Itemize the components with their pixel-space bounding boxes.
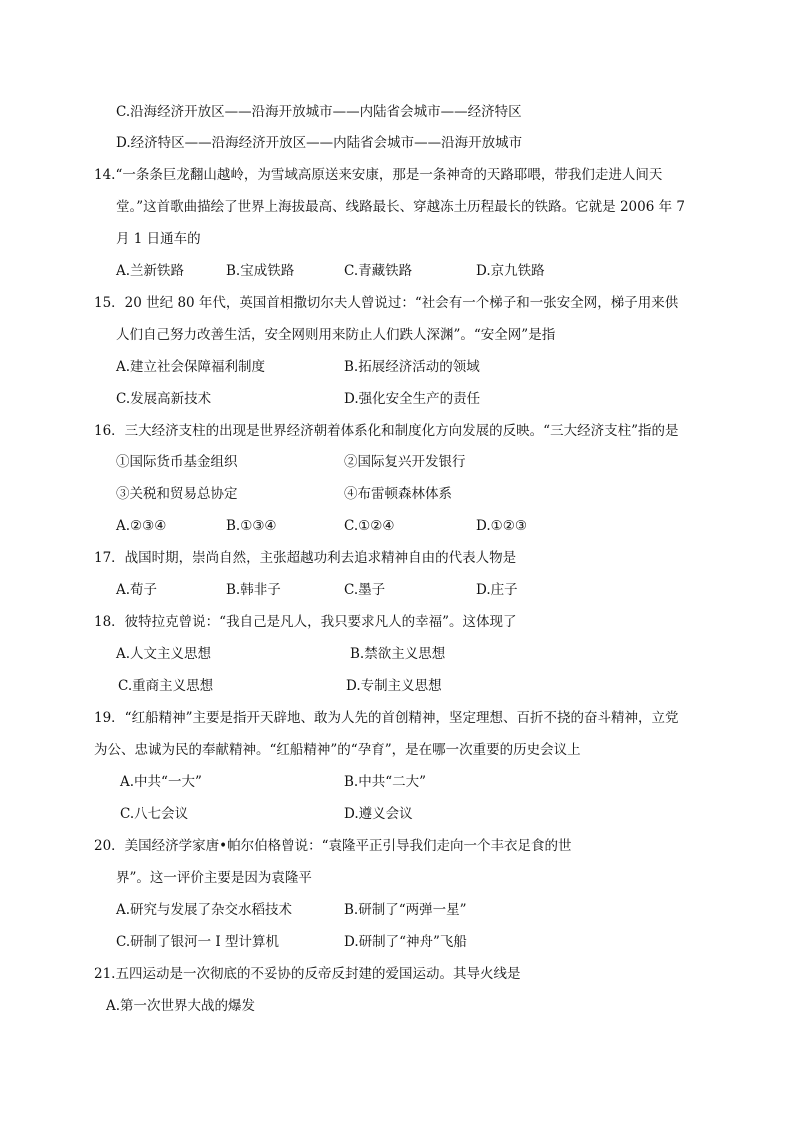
q17-option-d: D.庄子 (476, 582, 518, 598)
q16-stem-line-1: 16．三大经济支柱的出现是世界经济朝着体系化和制度化方向发展的反映。“三大经济支柱”指的是 (94, 423, 679, 439)
q15-stem-line-2: 人们自己努力改善生活，安全网则用来防止人们跌人深渊”。“安全网”是指 (116, 327, 556, 343)
q16-option-a: A.②③④ (116, 518, 167, 534)
q16-option-b: B.①③④ (226, 518, 277, 534)
q14-stem-line-2: 堂。”这首歌曲描绘了世界上海拔最高、线路最长、穿越冻土历程最长的铁路。它就是 2006 年 7 (116, 199, 685, 215)
q18-stem-line-1: 18．彼特拉克曾说：“我自己是凡人，我只要求凡人的幸福”。这体现了 (94, 614, 517, 630)
q15-option-c: C.发展高新技术 (116, 391, 212, 407)
q14-option-b: B.宝成铁路 (226, 263, 295, 279)
q14-option-c: C.青藏铁路 (344, 263, 413, 279)
q16-item-3: ③关税和贸易总协定 (116, 486, 238, 502)
q15-option-d: D.强化安全生产的责任 (344, 391, 481, 407)
q17-stem-line-1: 17．战国时期，崇尚自然，主张超越功利去追求精神自由的代表人物是 (94, 550, 517, 566)
q17-option-c: C.墨子 (344, 582, 386, 598)
q20-option-a: A.研究与发展了杂交水稻技术 (116, 902, 293, 918)
q17-option-b: B.韩非子 (226, 582, 281, 598)
q13-option-c: C.沿海经济开放区——沿海开放城市——内陆省会城市——经济特区 (116, 104, 522, 120)
q16-option-c: C.①②④ (344, 518, 395, 534)
q20-option-b: B.研制了“两弹一星” (344, 902, 467, 918)
q21-option-a: A.第一次世界大战的爆发 (106, 998, 256, 1014)
q20-option-c: C.研制了银河一 I 型计算机 (116, 934, 280, 950)
q19-option-d: D.遵义会议 (344, 806, 413, 822)
q16-option-d: D.①②③ (476, 518, 527, 534)
q17-option-a: A.荀子 (116, 582, 158, 598)
q16-item-4: ④布雷顿森林体系 (344, 486, 452, 502)
q20-stem-line-1: 20．美国经济学家唐•帕尔伯格曾说：“袁隆平正引导我们走向一个丰衣足食的世 (94, 838, 572, 854)
q18-option-d: D.专制主义思想 (346, 678, 442, 694)
q19-stem-line-2: 为公、忠诚为民的奉献精神。“红船精神”的“孕育”，是在哪一次重要的历史会议上 (94, 742, 581, 758)
q14-stem-line-1: 14.“一条条巨龙翻山越岭，为雪域高原送来安康，那是一条神奇的天路耶喂，带我们走进人间天 (94, 167, 663, 183)
q19-stem-line-1: 19．“红船精神”主要是指开天辟地、敢为人先的首创精神，坚定理想、百折不挠的奋斗精神，立党 (94, 710, 679, 726)
q21-stem-line-1: 21.五四运动是一次彻底的不妥协的反帝反封建的爱国运动。其导火线是 (94, 966, 521, 982)
q18-option-c: C.重商主义思想 (118, 678, 214, 694)
q15-option-a: A.建立社会保障福利制度 (116, 359, 266, 375)
q14-option-d: D.京九铁路 (476, 263, 545, 279)
q18-option-a: A.人文主义思想 (116, 646, 212, 662)
q20-stem-line-2: 界”。这一评价主要是因为袁隆平 (116, 870, 312, 886)
q16-item-2: ②国际复兴开发银行 (344, 454, 466, 470)
q13-option-d: D.经济特区——沿海经济开放区——内陆省会城市——沿海开放城市 (116, 135, 523, 151)
q19-option-c: C.八七会议 (120, 806, 189, 822)
q19-option-a: A.中共“一大” (120, 774, 202, 790)
q15-stem-line-1: 15．20 世纪 80 年代，英国首相撒切尔夫人曾说过：“社会有一个梯子和一张安全网，梯子用来供 (94, 295, 679, 311)
q14-stem-line-3: 月 1 日通车的 (116, 231, 201, 247)
q14-option-a: A.兰新铁路 (116, 263, 185, 279)
q18-option-b: B.禁欲主义思想 (350, 646, 446, 662)
q19-option-b: B.中共“二大” (344, 774, 427, 790)
q15-option-b: B.拓展经济活动的领域 (344, 359, 480, 375)
q20-option-d: D.研制了“神舟”飞船 (344, 934, 467, 950)
q16-item-1: ①国际货币基金组织 (116, 454, 238, 470)
